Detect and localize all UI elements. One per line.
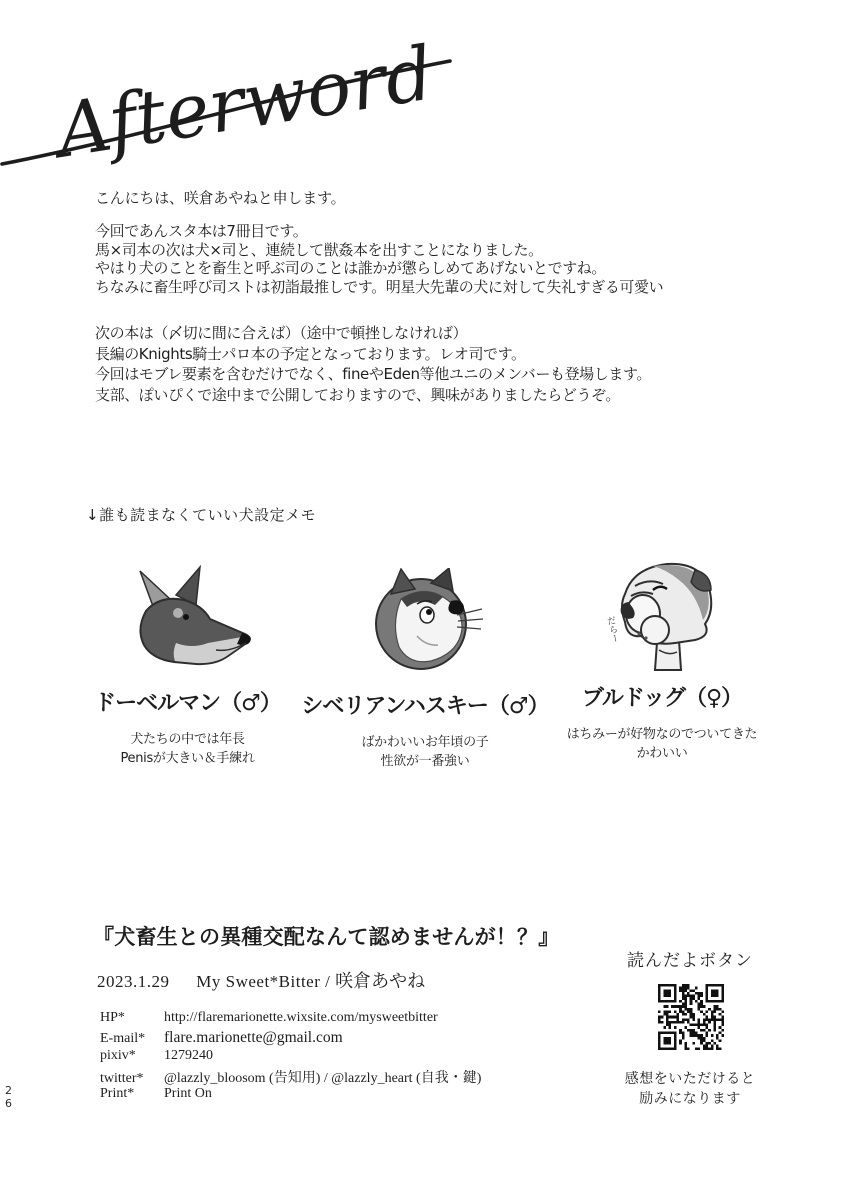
dog-description-line: 犬たちの中では年長 xyxy=(130,732,245,747)
contact-value: http://flaremarionette.wixsite.com/mysweetbitter xyxy=(164,1010,438,1025)
paragraph-line: やはり犬のことを畜生と呼ぶ司のことは誰かが懲らしめてあげないとですね。 xyxy=(95,259,607,277)
dog-description-line: かわいい xyxy=(636,746,688,761)
paragraph-line: 支部、ぽいぴくで途中まで公開しておりますので、興味がありましたらどうぞ。 xyxy=(95,385,621,404)
dog-description-line: はちみーが好物なのでついてきた xyxy=(566,727,758,742)
dog-name: シベリアンハスキー（♂） xyxy=(301,694,549,719)
book-title: 『犬畜生との異種交配なんて認めませんが！？』 xyxy=(93,925,560,949)
doberman-illustration xyxy=(80,563,295,677)
contact-row xyxy=(100,1010,481,1029)
memo-note: ↓誰も読まなくていい犬設定メモ xyxy=(86,506,317,524)
contact-label: E-mail* xyxy=(100,1031,146,1046)
dog-description xyxy=(552,725,772,763)
contact-row xyxy=(100,1029,481,1048)
contact-value: 1279240 xyxy=(164,1048,213,1063)
contact-label: pixiv* xyxy=(100,1048,136,1063)
contact-value: @lazzly_bloosom (告知用) / @lazzly_heart (自我・鍵) xyxy=(164,1071,482,1086)
dog-card-doberman xyxy=(80,563,295,768)
paragraph-line: 今回であんスタ本は7冊目です。 xyxy=(95,222,308,240)
feedback-note xyxy=(606,1069,774,1109)
greeting-text: こんにちは、咲倉あやねと申します。 xyxy=(95,189,346,207)
afterword-script xyxy=(0,8,460,188)
dog-card-husky xyxy=(300,566,550,771)
dog-name: ドーベルマン（♂） xyxy=(94,691,281,716)
intro-paragraph-2 xyxy=(95,323,651,405)
paragraph-line: ちなみに畜生呼び司ストは初詣最推しです。明星大先輩の犬に対して失礼すぎる可愛い xyxy=(95,277,664,296)
husky-illustration xyxy=(300,566,550,680)
feedback-note-line: 励みになります xyxy=(639,1091,741,1107)
dog-description-line: ばかわいいお年頃の子 xyxy=(361,735,489,750)
contact-value: Print On xyxy=(164,1086,212,1101)
qr-code xyxy=(658,984,724,1050)
paragraph-line: 長編のKnights騎士パロ本の予定となっております。レオ司です。 xyxy=(95,344,526,363)
page-number: 26 xyxy=(2,1084,15,1110)
contact-label: HP* xyxy=(100,1010,125,1025)
intro-paragraph-1 xyxy=(95,222,663,296)
bulldog-illustration xyxy=(552,558,772,672)
dog-card-bulldog xyxy=(552,558,772,763)
feedback-button-title: 読んだよボタン xyxy=(627,951,753,971)
qr-code-svg xyxy=(658,984,724,1050)
paragraph-line: 今回はモブレ要素を含むだけでなく、fineやEden等他ユニのメンバーも登場します。 xyxy=(95,365,651,383)
dog-description xyxy=(80,730,295,768)
paragraph-line: 馬×司本の次は犬×司と、連続して獣姦本を出すことになりました。 xyxy=(95,240,543,259)
author-name: 咲倉あやね xyxy=(335,971,426,992)
contact-row xyxy=(100,1067,481,1086)
contact-list xyxy=(100,1010,481,1105)
release-date: 2023.1.29 xyxy=(97,972,170,991)
dog-description-line: Penisが大きい＆手練れ xyxy=(120,751,255,766)
circle-name: My Sweet*Bitter / xyxy=(196,972,331,991)
feedback-note-line: 感想をいただけると xyxy=(624,1071,756,1087)
drool-sfx-text: だらー xyxy=(604,615,620,644)
credit-line xyxy=(97,967,425,993)
contact-label: twitter* xyxy=(100,1071,144,1086)
contact-row xyxy=(100,1086,481,1105)
dog-name: ブルドッグ（♀） xyxy=(581,686,743,711)
afterword-script-text: Afterword xyxy=(50,30,439,175)
dog-description xyxy=(300,733,550,771)
contact-label: Print* xyxy=(100,1086,135,1101)
paragraph-line: 次の本は（〆切に間に合えば）（途中で頓挫しなければ） xyxy=(95,324,468,342)
contact-row xyxy=(100,1048,481,1067)
dog-description-line: 性欲が一番強い xyxy=(380,754,470,769)
contact-value: flare.marionette@gmail.com xyxy=(164,1029,343,1046)
